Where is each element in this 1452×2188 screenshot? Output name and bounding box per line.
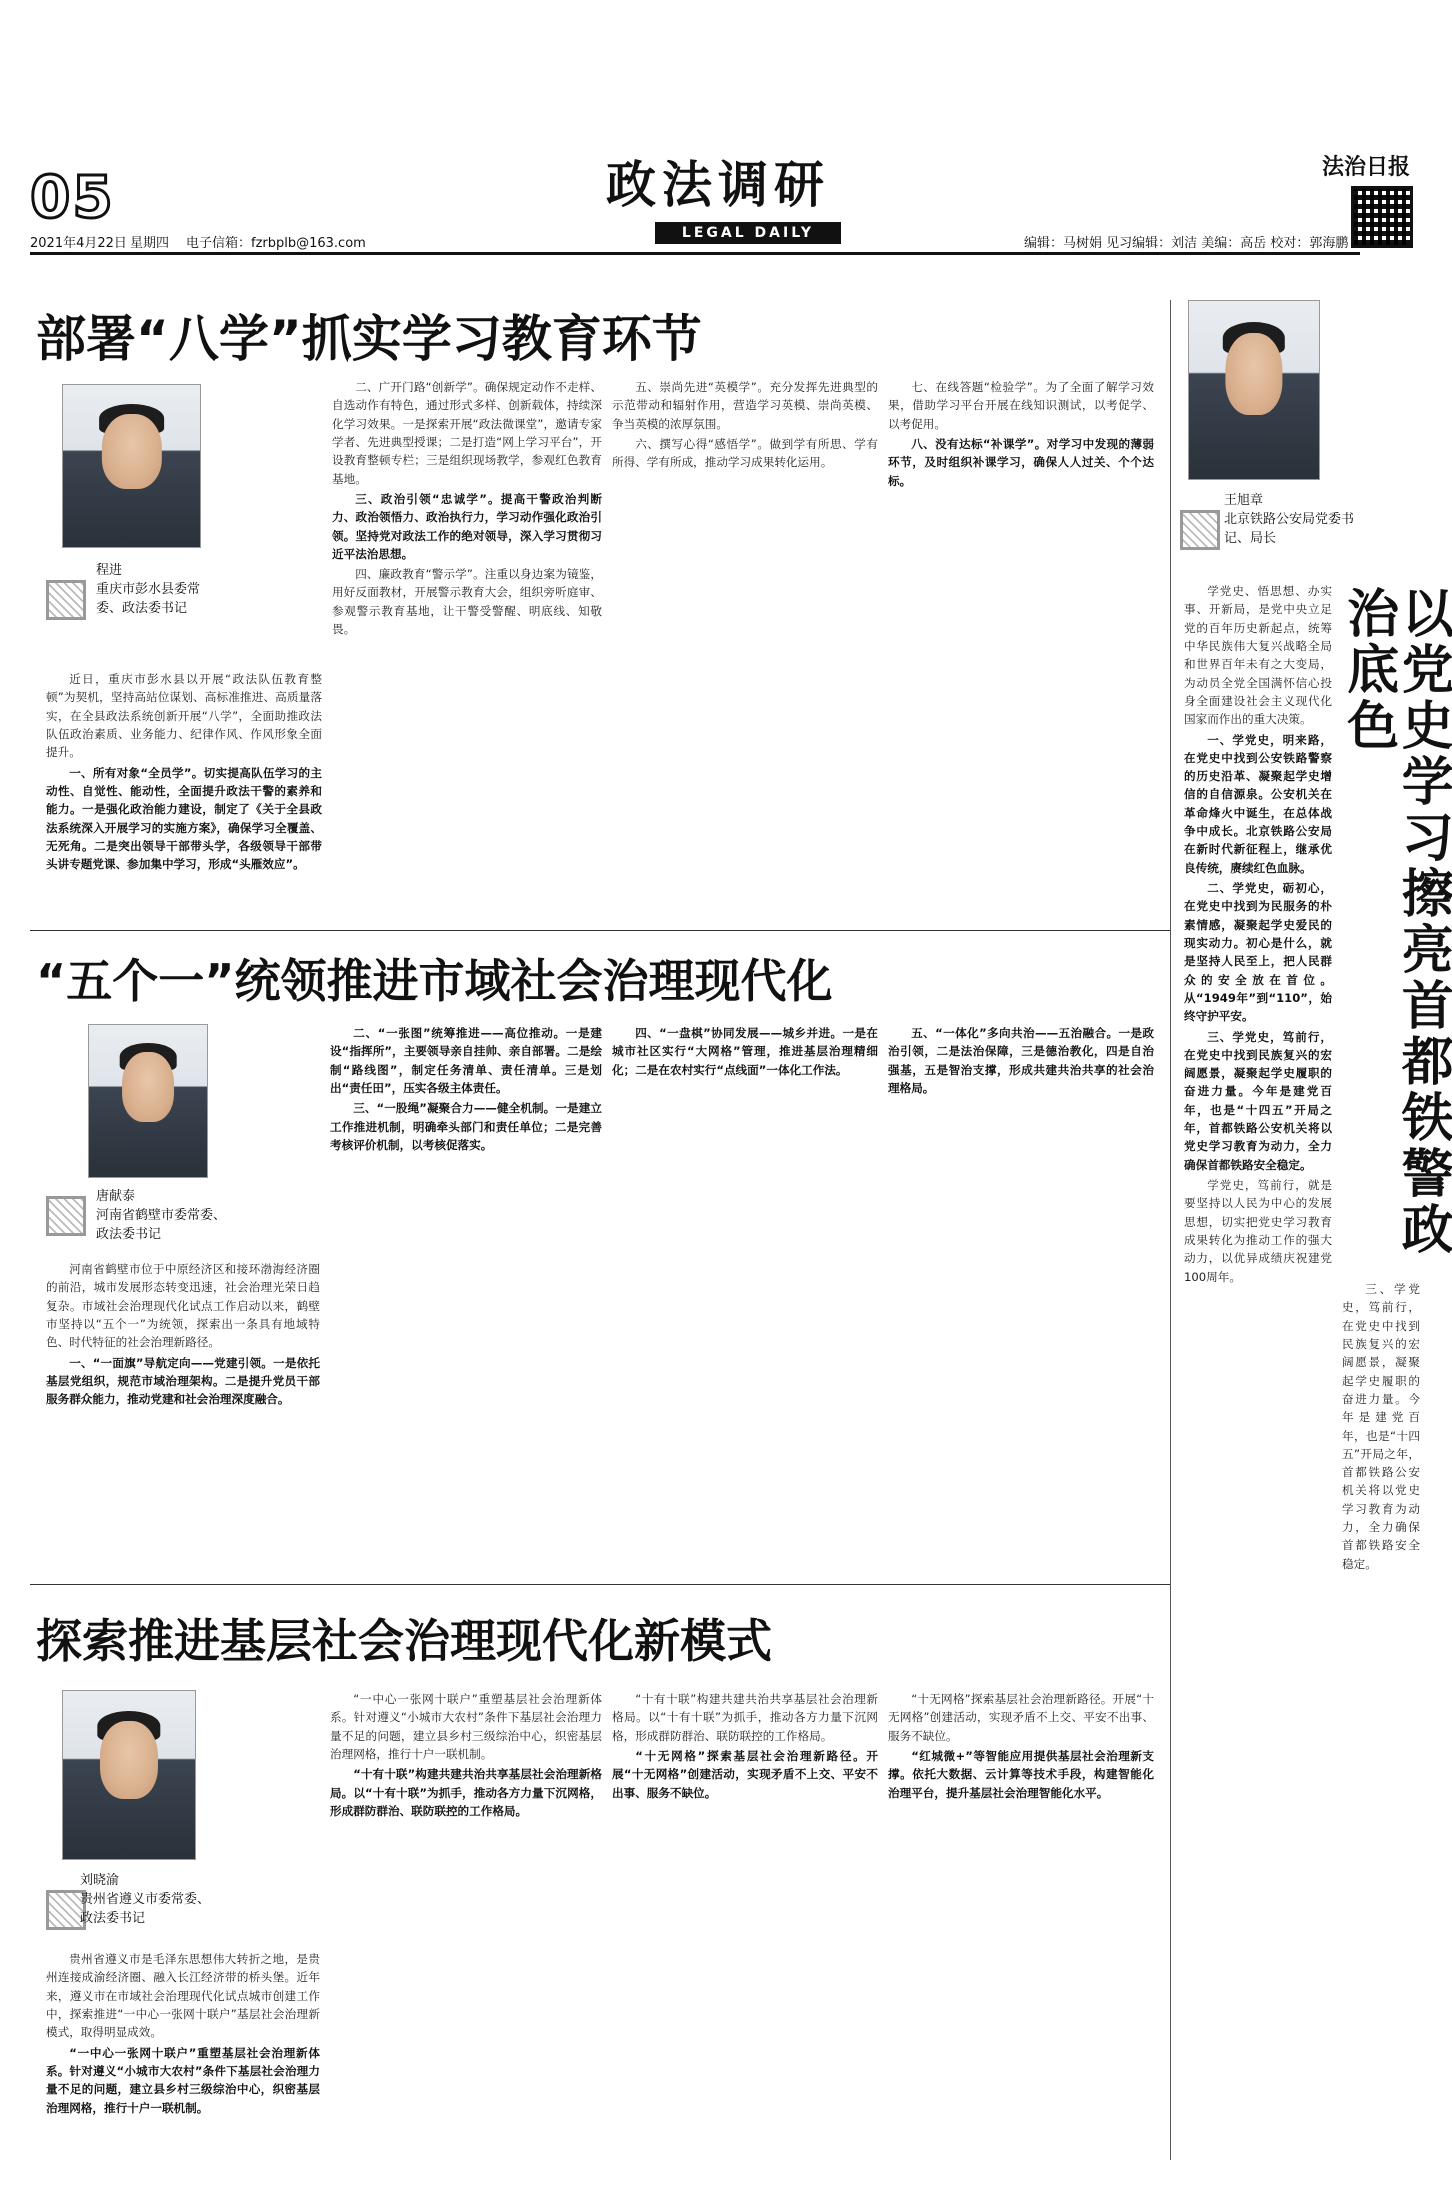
column-divider xyxy=(1170,300,1171,2160)
author-photo xyxy=(62,384,201,548)
author-title: 河南省鹤壁市委常委、政法委书记 xyxy=(96,1207,227,1242)
author-title: 重庆市彭水县委常委、政法委书记 xyxy=(96,581,201,616)
page-number: 05 xyxy=(30,163,115,231)
section-title: 政法调研 xyxy=(606,155,830,214)
article4-col2: “一中心一张网十联户”重塑基层社会治理新体系。针对遵义“小城市大农村”条件下基层社会治理力量不足的问题，建立县乡村三级综治中心，织密基层治理网格，推行十户一联机制。 “十有十联”构建共建共治共享基层社会治理新格局。以“十有十联”为抓手，推动各方力量下沉网格，形成群防群治、联防联控的工作格局。 xyxy=(330,1692,602,1818)
article1-col2: 二、广开门路“创新学”。确保规定动作不走样、自选动作有特色，通过形式多样、创新载体，持续深化学习效果。一是探索开展“政法微课堂”，邀请专家学者、先进典型授课；二是打造“网上学习平台”，开设教育整顿专栏；三是组织现场教学，参观红色教育基地。 三、政治引领“忠诚学”。提高干警政治判断力、政治领悟力、政治执行力，学习动作强化政治引领。坚持党对政法工作的绝对领导，深入学习贯彻习近平法治思想。 四、廉政教育“警示学”。注重以身边案为镜鉴，用好反面教材，开展警示教育大会，组织旁听庭审、参观警示教育基地，让干警受警醒、明底线、知敬畏。 xyxy=(332,380,602,637)
qr-code[interactable] xyxy=(1351,186,1413,248)
article1-title: 部署“八学”抓实学习教育环节 xyxy=(36,310,702,368)
article4-col3: “十有十联”构建共建共治共享基层社会治理新格局。以“十有十联”为抓手，推动各方力量下沉网格，形成群防群治、联防联控的工作格局。 “十无网格”探索基层社会治理新路径。开展“十无网格”创建活动，实现矛盾不上交、平安不出事、服务不缺位。 xyxy=(612,1692,878,1800)
brand-logo: 法治日报 xyxy=(1322,154,1411,180)
author-name: 刘晓渝 xyxy=(80,1873,120,1888)
article4-col4: “十无网格”探索基层社会治理新路径。开展“十无网格”创建活动，实现矛盾不上交、平安不出事、服务不缺位。 “红城微+”等智能应用提供基层社会治理新支撑。依托大数据、云计算等技术手段，构建智能化治理平台，提升基层社会治理智能化水平。 xyxy=(888,1692,1154,1800)
divider xyxy=(30,1584,1170,1585)
decorative-pattern-icon xyxy=(1180,510,1220,550)
section-title-en: LEGAL DAILY xyxy=(655,222,841,244)
author-photo xyxy=(1188,300,1320,480)
article3-col1: 河南省鹤壁市位于中原经济区和接环渤海经济圈的前沿，城市发展形态转变迅速，社会治理光荣日趋复杂。市域社会治理现代化试点工作启动以来，鹤壁市坚持以“五个一”为统领，探索出一条具有地域特色、时代特征的社会治理新路径。 一、“一面旗”导航定向——党建引领。一是依托基层党组织，规范市域治理架构。二是提升党员干部服务群众能力，推动党建和社会治理深度融合。 xyxy=(46,1262,320,1407)
author-photo xyxy=(62,1690,196,1860)
article3-col3: 四、“一盘棋”协同发展——城乡并进。一是在城市社区实行“大网格”管理，推进基层治理精细化；二是在农村实行“点线面”一体化工作法。 xyxy=(612,1026,878,1077)
decorative-pattern-icon xyxy=(46,580,86,620)
article2-title: 以党史学习擦亮首都铁警政治底色 xyxy=(1337,586,1452,1258)
author-name: 程进 xyxy=(96,563,123,578)
author-title: 贵州省遵义市委常委、政法委书记 xyxy=(80,1891,211,1926)
article3-title: “五个一”统领推进市域社会治理现代化 xyxy=(36,954,833,1008)
author-name: 王旭章 xyxy=(1224,493,1264,508)
email: 电子信箱：fzrbplb@163.com xyxy=(186,236,366,251)
issue-date: 2021年4月22日 xyxy=(30,236,127,251)
author-name: 唐献泰 xyxy=(96,1189,136,1204)
article4-title: 探索推进基层社会治理现代化新模式 xyxy=(36,1614,772,1668)
article3-col4: 五、“一体化”多向共治——五治融合。一是政治引领，二是法治保障，三是德治教化，四是自治强基，五是智治支撑，形成共建共治共享的社会治理格局。 xyxy=(888,1026,1154,1095)
article1-col1: 近日，重庆市彭水县以开展“政法队伍教育整顿”为契机，坚持高站位谋划、高标准推进、高质量落实，在全县政法系统创新开展“八学”，全面助推政法队伍政治素质、业务能力、纪律作风、作风形象全面提升。 一、所有对象“全员学”。切实提高队伍学习的主动性、自觉性、能动性，全面提升政法干警的素养和能力。一是强化政治能力建设，制定了《关于全县政法系统深入开展学习的实施方案》，确保学习全覆盖、无死角。二是突出领导干部带头学，各级领导干部带头讲专题党课、参加集中学习，形成“头雁效应”。 xyxy=(46,672,322,872)
article2-col: 学党史、悟思想、办实事、开新局，是党中央立足党的百年历史新起点，统筹中华民族伟大复兴战略全局和世界百年未有之大变局，为动员全党全国满怀信心投身全面建设社会主义现代化国家而作出的重大决策。 一、学党史，明来路，在党史中找到公安铁路警察的历史沿革、凝聚起学史增信的自信源泉。公安机关在革命烽火中诞生，在总体战争中成长。北京铁路公安局在新时代新征程上，继承优良传统，赓续红色血脉。 二、学党史，砺初心，在党史中找到为民服务的朴素情感，凝聚起学史爱民的现实动力。初心是什么，就是坚持人民至上，把人民群众的安全放在首位。从“1949年”到“110”，始终守护平安。 三、学党史，笃前行，在党史中找到民族复兴的宏阔愿景，凝聚起学史履职的奋进力量。今年是建党百年，也是“十四五”开局之年，首都铁路公安机关将以党史学习教育为动力，全力确保首都铁路安全稳定。 学党史，笃前行，就是要坚持以人民为中心的发展思想，切实把党史学习教育成果转化为推动工作的强大动力，以优异成绩庆祝建党100周年。 xyxy=(1184,584,1332,1284)
article1-col4: 七、在线答题“检验学”。为了全面了解学习效果，借助学习平台开展在线知识测试，以考促学、以考促用。 八、没有达标“补课学”。对学习中发现的薄弱环节，及时组织补课学习，确保人人过关、个个达标。 xyxy=(888,380,1154,488)
divider xyxy=(30,930,1170,931)
author-photo xyxy=(88,1024,208,1178)
issue-weekday: 星期四 xyxy=(130,236,170,251)
header-rule xyxy=(30,252,1360,255)
author-title: 北京铁路公安局党委书记、局长 xyxy=(1224,511,1355,546)
article2-col-extra: 三、学党史，笃前行，在党史中找到民族复兴的宏阔愿景，凝聚起学史履职的奋进力量。今年是建党百年，也是“十四五”开局之年，首都铁路公安机关将以党史学习教育为动力，全力确保首都铁路安全稳定。 xyxy=(1342,1282,1420,1571)
decorative-pattern-icon xyxy=(46,1196,86,1236)
article1-col3: 五、崇尚先进“英模学”。充分发挥先进典型的示范带动和辐射作用，营造学习英模、崇尚英模、争当英模的浓厚氛围。 六、撰写心得“感悟学”。做到学有所思、学有所得、学有所成，推动学习成果转化运用。 xyxy=(612,380,878,470)
article3-col2: 二、“一张图”统筹推进——高位推动。一是建设“指挥所”，主要领导亲自挂帅、亲自部署。二是绘制“路线图”，制定任务清单、责任清单。三是划出“责任田”，压实各级主体责任。 三、“一股绳”凝聚合力——健全机制。一是建立工作推进机制，明确牵头部门和责任单位；二是完善考核评价机制，以考核促落实。 xyxy=(330,1026,602,1152)
editors: 编辑：马树娟 见习编辑：刘洁 美编：高岳 校对：郭海鹏 xyxy=(1024,236,1349,251)
article4-col1: 贵州省遵义市是毛泽东思想伟大转折之地，是贵州连接成渝经济圈、融入长江经济带的桥头堡。近年来，遵义市在市域社会治理现代化试点城市创建工作中，探索推进“一中心一张网十联户”基层社会治理新模式，取得明显成效。 “一中心一张网十联户”重塑基层社会治理新体系。针对遵义“小城市大农村”条件下基层社会治理力量不足的问题，建立县乡村三级综治中心，织密基层治理网格，推行十户一联机制。 xyxy=(46,1952,320,2115)
